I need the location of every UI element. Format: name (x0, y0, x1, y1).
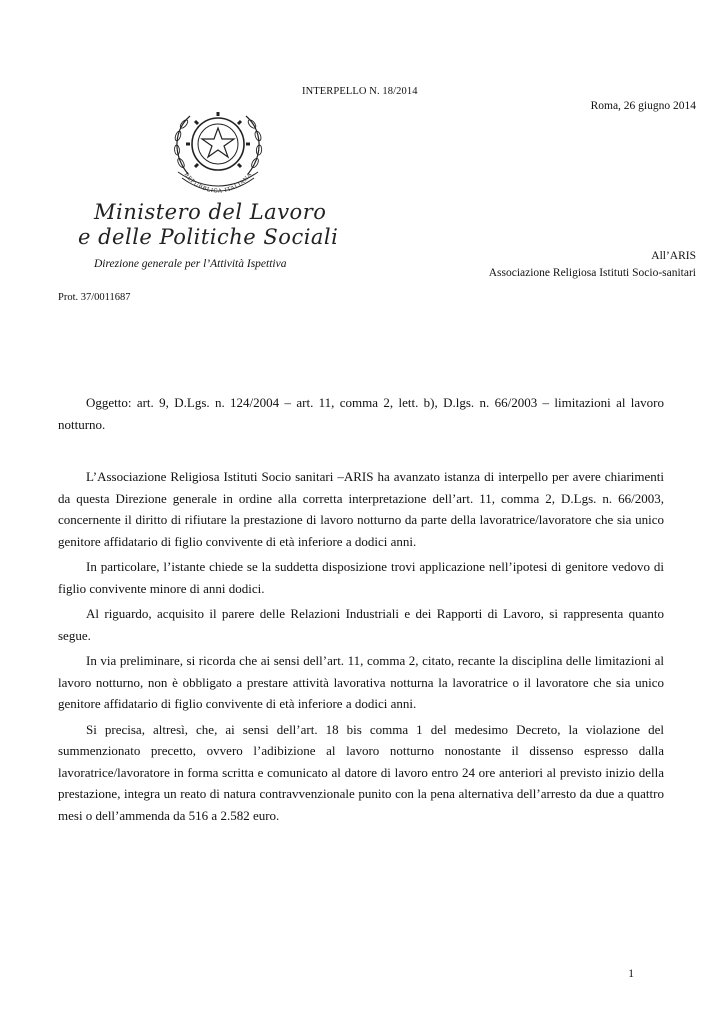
italian-republic-emblem-icon (160, 94, 276, 206)
body-paragraph: In via preliminare, si ricorda che ai sensi dell’art. 11, comma 2, citato, recante la disciplina delle limitazioni al lavoro notturno, non è obbligato a prestare attività lavorativa notturna la lavoratrice o il lavoratore che sia unico genitore affidatario di figlio convivente di età inferiore a dodici anni. (58, 653, 664, 711)
ministry-name (60, 200, 360, 250)
body-paragraph: Si precisa, altresì, che, ai sensi dell’art. 18 bis comma 1 del medesimo Decreto, la violazione del summenzionato precetto, ovvero l’adibizione al lavoro notturno nonostante il dissenso espresso dalla lavoratrice/lavoratore in forma scritta e comunicato al datore di lavoro entro 24 ore anteriori al previsto inizio della prestazione, integra un reato di natura contravvenzionale punito con la pena alternativa dell’arresto da due a quattro mesi o dell’ammenda da 516 a 2.582 euro. (58, 721, 664, 823)
protocol-number: Prot. 37/0011687 (58, 292, 131, 303)
recipient-to: All’ARIS (651, 250, 696, 262)
page-number: 1 (628, 968, 634, 980)
body-paragraph: In particolare, l’istante chiede se la suddetta disposizione trovi applicazione nell’ipotesi di genitore vedovo di figlio convivente minore di anni dodici. (58, 559, 664, 596)
emblem-ribbon-text: REPUBBLICA ITALIANA (182, 171, 254, 195)
letter-body (58, 392, 664, 826)
ministry-name-line1: Ministero del Lavoro (94, 200, 327, 224)
svg-text:REPUBBLICA ITALIANA (183, 171, 254, 194)
body-paragraph: L’Associazione Religiosa Istituti Socio sanitari –ARIS ha avanzato istanza di interpello per avere chiarimenti da questa Direzione generale in ordine alla corretta interpretazione dell’art. 11, comma 2, D.Lgs. n. 66/2003, concernente il diritto di rifiutare la prestazione di lavoro notturno da parte della lavoratrice/lavoratore che sia unico genitore affidatario di figlio convivente di età inferiore a dodici anni. (58, 469, 664, 549)
interpello-number: INTERPELLO N. 18/2014 (302, 86, 418, 97)
recipient-block (489, 248, 696, 282)
subject-line: Oggetto: art. 9, D.Lgs. n. 124/2004 – art. 11, comma 2, lett. b), D.lgs. n. 66/2003 – limitazioni al lavoro notturno. (58, 395, 664, 432)
direzione-generale: Direzione generale per l’Attività Ispettiva (94, 258, 287, 270)
letter-date: Roma, 26 giugno 2014 (590, 100, 696, 112)
ministry-name-line2: e delle Politiche Sociali (78, 225, 339, 249)
recipient-name: Associazione Religiosa Istituti Socio-sanitari (488, 267, 696, 279)
body-paragraph: Al riguardo, acquisito il parere delle Relazioni Industriali e dei Rapporti di Lavoro, si rappresenta quanto segue. (58, 606, 664, 643)
